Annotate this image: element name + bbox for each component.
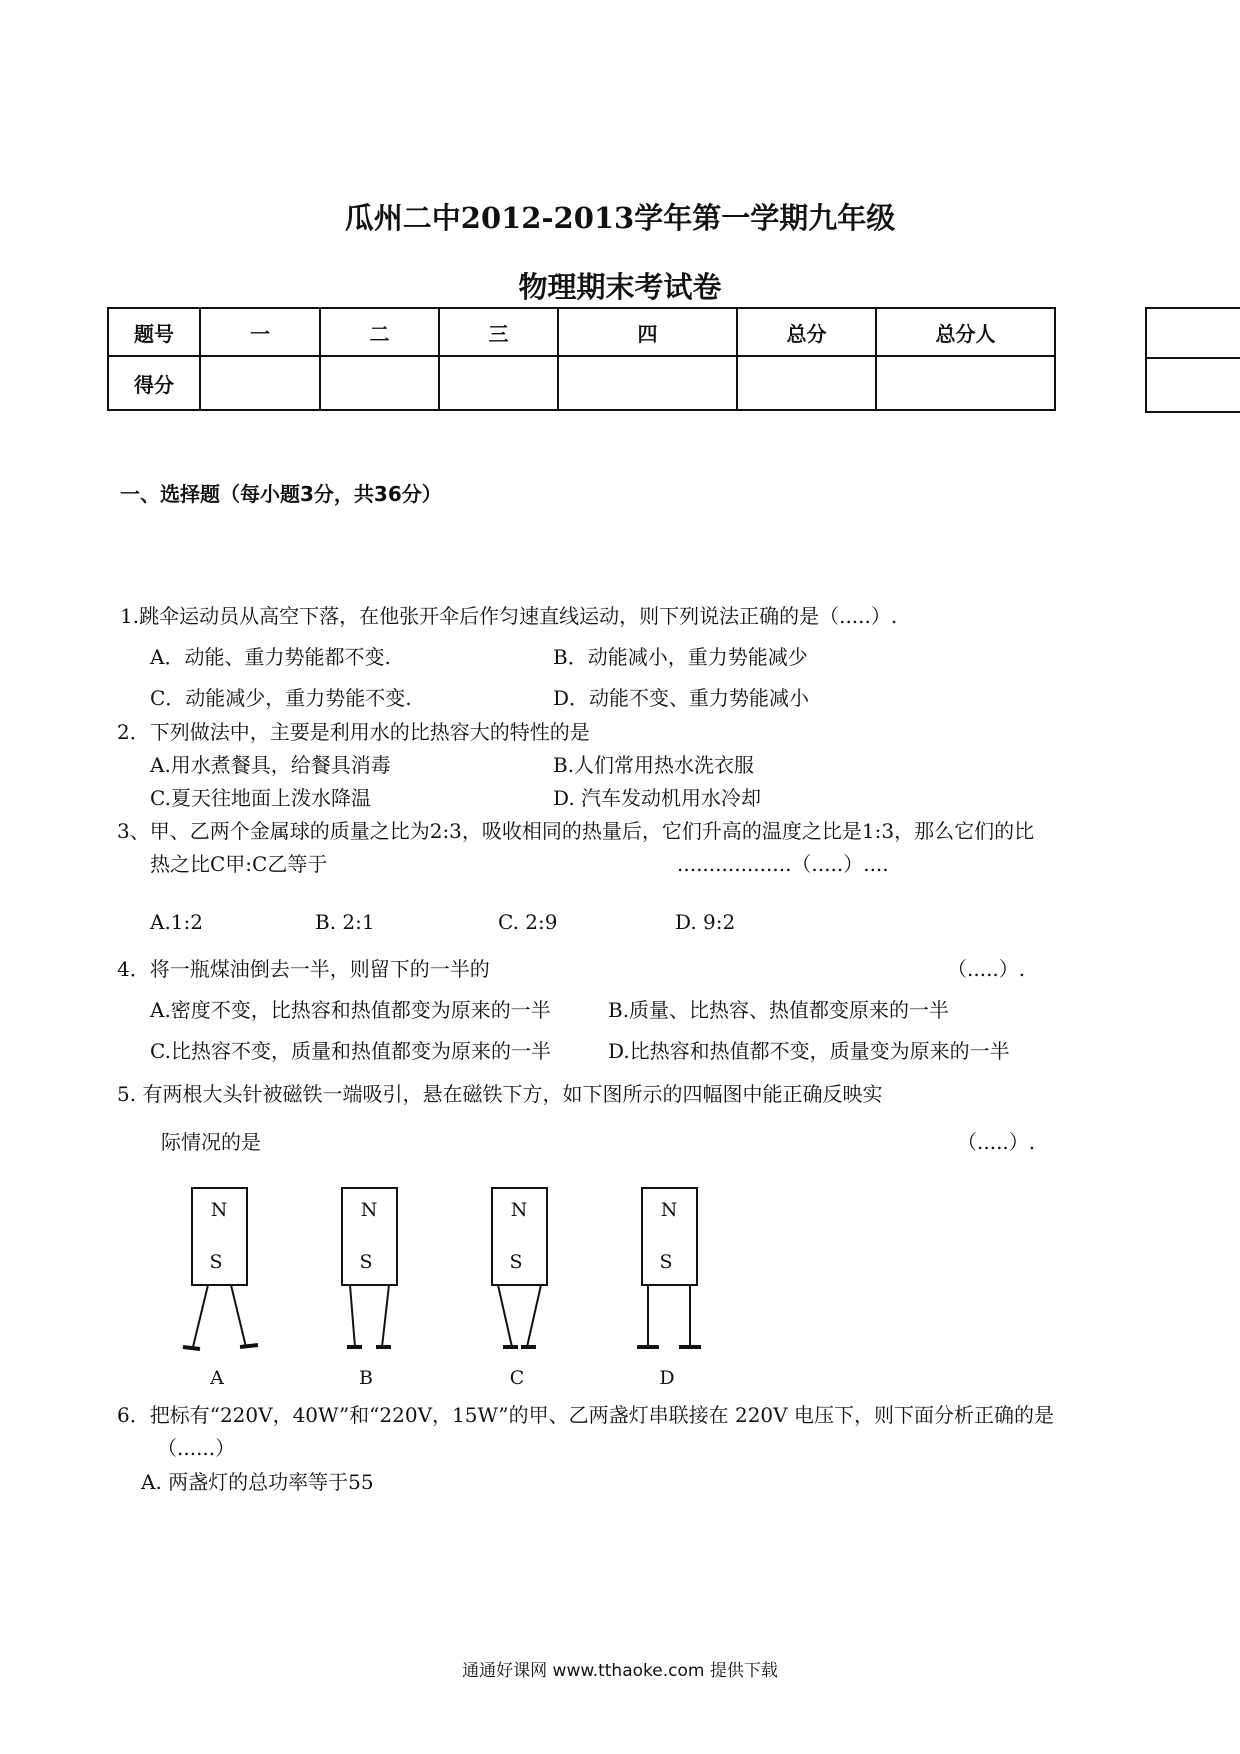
score-table-header-cell: 一 (200, 308, 320, 356)
question-4-stem: 4．将一瓶煤油倒去一半，则留下的一半的 (117, 957, 490, 981)
pin-c-right (527, 1285, 541, 1347)
question-4-option-b: B.质量、比热容、热值都变原来的一半 (608, 998, 950, 1022)
question-1-option-a: A．动能、重力势能都不变. (150, 645, 391, 669)
score-cell (876, 356, 1055, 410)
figure-label-d: D (659, 1367, 675, 1389)
magnet-c-pole-n: N (510, 1199, 528, 1221)
question-4-option-d: D.比热容和热值都不变，质量变为原来的一半 (608, 1039, 1010, 1063)
question-3-option-b: B. 2:1 (315, 910, 375, 934)
question-5-stem: 5. 有两根大头针被磁铁一端吸引，悬在磁铁下方，如下图所示的四幅图中能正确反映实 (117, 1082, 883, 1106)
edge-score-box-bottom (1145, 357, 1240, 413)
question-6-option-a: A. 两盏灯的总功率等于55 (141, 1470, 374, 1494)
score-table-header-cell: 四 (558, 308, 737, 356)
magnet-b-pole-s: S (359, 1251, 373, 1273)
question-2-option-c: C.夏天往地面上泼水降温 (150, 786, 371, 810)
pin-head-a-right (240, 1345, 258, 1347)
question-6-answer-blank: （......） (157, 1436, 236, 1460)
question-5-stem-line2: 际情况的是 (161, 1130, 261, 1154)
question-3-answer-blank: ..................（.....）.... (677, 852, 889, 876)
magnet-d-pole-n: N (660, 1199, 678, 1221)
score-cell (558, 356, 737, 410)
question-3-stem-line2: 热之比C甲:C乙等于 (150, 852, 328, 876)
question-3-option-a: A.1:2 (150, 910, 203, 934)
exam-title-line1: 瓜州二中2012-2013学年第一学期九年级 (344, 201, 896, 235)
question-4-answer-blank: （.....）. (947, 957, 1026, 981)
score-cell (200, 356, 320, 410)
question-1-stem: 1.跳伞运动员从高空下落，在他张开伞后作匀速直线运动，则下列说法正确的是（.....）. (120, 604, 898, 628)
figure-label-b: B (359, 1367, 373, 1389)
question-3-option-c: C. 2:9 (498, 910, 558, 934)
score-table-header-cell: 二 (320, 308, 439, 356)
score-table-score-row (108, 356, 1055, 410)
question-1-option-d: D．动能不变、重力势能减小 (553, 686, 810, 710)
exam-title-line2: 物理期末考试卷 (518, 270, 722, 304)
magnet-a-pole-n: N (210, 1199, 228, 1221)
score-table (107, 307, 1056, 411)
question-3-option-d: D. 9:2 (675, 910, 736, 934)
pin-b-left (350, 1285, 355, 1347)
score-table-header-row (108, 308, 1055, 356)
pin-head-a-left (183, 1347, 200, 1349)
question-3-stem: 3、甲、乙两个金属球的质量之比为2:3，吸收相同的热量后，它们升高的温度之比是1:3，那么它们的比 (117, 819, 1035, 843)
question-4-option-a: A.密度不变，比热容和热值都变为原来的一半 (150, 998, 551, 1022)
figure-label-a: A (210, 1367, 224, 1389)
question-2-option-d: D. 汽车发动机用水冷却 (553, 786, 762, 810)
score-table-header-cell: 三 (439, 308, 558, 356)
score-table-header-cell: 题号 (108, 308, 200, 356)
magnet-a-pole-s: S (209, 1251, 223, 1273)
question-2-stem: 2．下列做法中，主要是利用水的比热容大的特性的是 (117, 720, 590, 744)
score-row-label: 得分 (108, 356, 200, 410)
section1-heading: 一、选择题（每小题3分，共36分） (120, 482, 442, 506)
question-1-option-c: C．动能减少，重力势能不变. (150, 686, 412, 710)
question-6-stem: 6．把标有“220V，40W”和“220V，15W”的甲、乙两盏灯串联接在 220V 电压下，则下面分析正确的是 (117, 1403, 1054, 1427)
question-5-answer-blank: （.....）. (957, 1130, 1036, 1154)
pin-a-left (193, 1285, 208, 1347)
question-4-option-c: C.比热容不变，质量和热值都变为原来的一半 (150, 1039, 551, 1063)
question-1-option-b: B．动能减小，重力势能减少 (553, 645, 808, 669)
magnet-d-pole-s: S (659, 1251, 673, 1273)
pin-a-right (231, 1285, 246, 1347)
magnet-b-pole-n: N (360, 1199, 378, 1221)
score-cell (439, 356, 558, 410)
question-2-option-a: A.用水煮餐具，给餐具消毒 (150, 753, 391, 777)
score-table-header-cell: 总分 (737, 308, 876, 356)
score-table-header-cell: 总分人 (876, 308, 1055, 356)
magnet-c-pole-s: S (509, 1251, 523, 1273)
pin-c-left (498, 1285, 512, 1347)
score-cell (737, 356, 876, 410)
pin-b-right (382, 1285, 389, 1347)
score-cell (320, 356, 439, 410)
footer-download-notice: 通通好课网 www.tthaoke.com 提供下载 (462, 1661, 778, 1681)
question-2-option-b: B.人们常用热水洗衣服 (553, 753, 755, 777)
figure-label-c: C (509, 1367, 525, 1389)
edge-score-box-top (1145, 307, 1240, 359)
magnet-figure (150, 1180, 750, 1390)
